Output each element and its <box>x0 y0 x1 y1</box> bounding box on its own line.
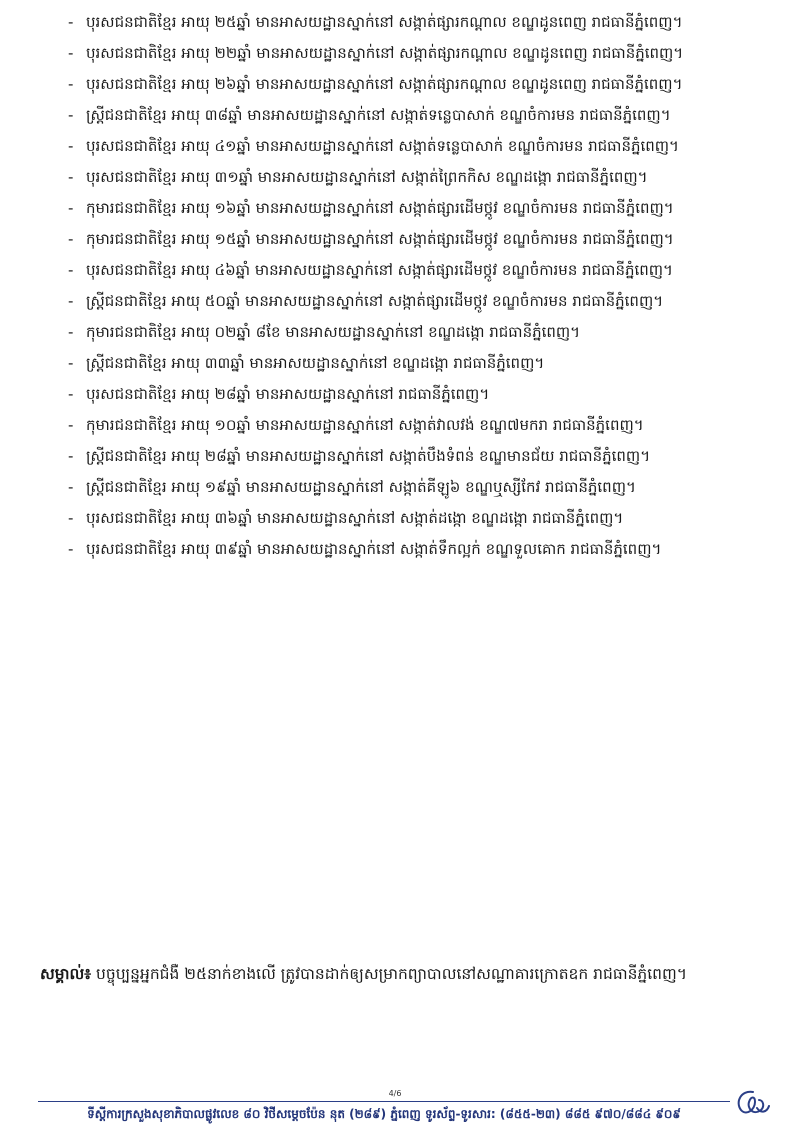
list-item <box>68 318 758 346</box>
list-item-text: កុមារជនជាតិខ្មែរ អាយុ ១០ឆ្នាំ មានអាសយដ្ឋានស្នាក់នៅ សង្កាត់វាលវង់ ខណ្ឌ៧មករា រាជធានីភ្នំពេញ។ <box>86 416 644 434</box>
list-item <box>68 473 758 501</box>
list-item <box>68 132 758 160</box>
list-item <box>68 70 758 98</box>
list-item <box>68 225 758 253</box>
list-item-text: បុរសជនជាតិខ្មែរ អាយុ ៤១ឆ្នាំ មានអាសយដ្ឋានស្នាក់នៅ សង្កាត់ទន្លេបាសាក់ ខណ្ឌចំការមន រាជធានីភ្នំពេញ។ <box>86 137 679 155</box>
list-item <box>68 442 758 470</box>
list-item-text: បុរសជនជាតិខ្មែរ អាយុ ២២ឆ្នាំ មានអាសយដ្ឋានស្នាក់នៅ សង្កាត់ផ្សារកណ្តាល ខណ្ឌដូនពេញ រាជធានីភ្នំពេញ។ <box>86 44 684 62</box>
list-item-text: ស្ត្រីជនជាតិខ្មែរ អាយុ ៣៨ឆ្នាំ មានអាសយដ្ឋានស្នាក់នៅ សង្កាត់ទន្លេបាសាក់ ខណ្ឌចំការមន រាជធានីភ្នំពេញ។ <box>86 106 671 124</box>
list-item <box>68 101 758 129</box>
list-item-text: កុមារជនជាតិខ្មែរ អាយុ ១៦ឆ្នាំ មានអាសយដ្ឋានស្នាក់នៅ សង្កាត់ផ្សារដើមថ្កូវ ខណ្ឌចំការមន រាជធានីភ្នំពេញ។ <box>86 199 674 217</box>
list-item-text: បុរសជនជាតិខ្មែរ អាយុ ៤៦ឆ្នាំ មានអាសយដ្ឋានស្នាក់នៅ សង្កាត់ផ្សារដើមថ្កូវ ខណ្ឌចំការមន រាជធានីភ្នំពេញ។ <box>86 261 673 279</box>
bullet-dash: - <box>68 75 74 93</box>
bullet-dash: - <box>68 261 74 279</box>
bullet-dash: - <box>68 13 74 31</box>
list-item-text: បុរសជនជាតិខ្មែរ អាយុ ២៨ឆ្នាំ មានអាសយដ្ឋានស្នាក់នៅ រាជធានីភ្នំពេញ។ <box>86 385 490 403</box>
list-item-text: ស្ត្រីជនជាតិខ្មែរ អាយុ ៣៣ឆ្នាំ មានអាសយដ្ឋានស្នាក់នៅ ខណ្ឌដង្កោ រាជធានីភ្នំពេញ។ <box>86 354 545 372</box>
bullet-dash: - <box>68 44 74 62</box>
footer-divider <box>38 1101 730 1102</box>
list-item <box>68 163 758 191</box>
bullet-dash: - <box>68 230 74 248</box>
bullet-dash: - <box>68 478 74 496</box>
list-item <box>68 380 758 408</box>
list-item <box>68 535 758 563</box>
bullet-dash: - <box>68 168 74 186</box>
list-item <box>68 349 758 377</box>
list-item <box>68 287 758 315</box>
patient-list <box>68 8 758 566</box>
note-text: បច្ចុប្បន្នអ្នកជំងឺ ២៥នាក់ខាងលើ ត្រូវបានដាក់ឲ្យសម្រាកព្យាបាលនៅសណ្ឋាគារក្រោតឧក រាជធានីភ្នំពេញ។ <box>96 964 687 983</box>
bullet-dash: - <box>68 385 74 403</box>
signature-initial-icon <box>733 1086 771 1118</box>
list-item-text: បុរសជនជាតិខ្មែរ អាយុ ៣១ឆ្នាំ មានអាសយដ្ឋានស្នាក់នៅ សង្កាត់ព្រៃកកិស ខណ្ឌដង្កោ រាជធានីភ្នំពេញ។ <box>86 168 648 186</box>
bullet-dash: - <box>68 323 74 341</box>
list-item-text: បុរសជនជាតិខ្មែរ អាយុ ៣៦ឆ្នាំ មានអាសយដ្ឋានស្នាក់នៅ សង្កាត់ដង្កោ ខណ្ឌដង្កោ រាជធានីភ្នំពេញ។ <box>86 509 624 527</box>
bullet-dash: - <box>68 354 74 372</box>
list-item <box>68 194 758 222</box>
bullet-dash: - <box>68 416 74 434</box>
list-item-text: កុមារជនជាតិខ្មែរ អាយុ ១៥ឆ្នាំ មានអាសយដ្ឋានស្នាក់នៅ សង្កាត់ផ្សារដើមថ្កូវ ខណ្ឌចំការមន រាជធានីភ្នំពេញ។ <box>86 230 674 248</box>
list-item <box>68 411 758 439</box>
footer-address: ទីស្តីការក្រសួងសុខាភិបាលផ្លូវលេខ ៨០ វិថីសម្តេចប៉ែន នុត (២៨៩) ភ្នំពេញ ទូរស័ព្ទ-ទូរសារ: (៨៥៥-២៣) ៨៨៥ ៩៧០/៨៨៤ ៩០៩ <box>87 1107 681 1121</box>
list-item-text: បុរសជនជាតិខ្មែរ អាយុ ២៥ឆ្នាំ មានអាសយដ្ឋានស្នាក់នៅ សង្កាត់ផ្សារកណ្តាល ខណ្ឌដូនពេញ រាជធានីភ្នំពេញ។ <box>86 13 683 31</box>
list-item-text: បុរសជនជាតិខ្មែរ អាយុ ៣៩ឆ្នាំ មានអាសយដ្ឋានស្នាក់នៅ សង្កាត់ទឹកល្អក់ ខណ្ឌទួលគោក រាជធានីភ្នំពេញ។ <box>86 540 662 558</box>
list-item-text: ស្ត្រីជនជាតិខ្មែរ អាយុ ២៨ឆ្នាំ មានអាសយដ្ឋានស្នាក់នៅ សង្កាត់បឹងទំពន់ ខណ្ឌមានជ័យ រាជធានីភ្នំពេញ។ <box>86 447 651 465</box>
bullet-dash: - <box>68 292 74 310</box>
bullet-dash: - <box>68 509 74 527</box>
bullet-dash: - <box>68 540 74 558</box>
list-item <box>68 39 758 67</box>
list-item-text: ស្ត្រីជនជាតិខ្មែរ អាយុ ៥០ឆ្នាំ មានអាសយដ្ឋានស្នាក់នៅ សង្កាត់ផ្សារដើមថ្កូវ ខណ្ឌចំការមន រាជធានីភ្នំពេញ។ <box>86 292 664 310</box>
page-number: 4/6 <box>388 1089 402 1098</box>
bullet-dash: - <box>68 199 74 217</box>
list-item <box>68 256 758 284</box>
list-item <box>68 504 758 532</box>
bullet-dash: - <box>68 447 74 465</box>
list-item-text: កុមារជនជាតិខ្មែរ អាយុ ០២ឆ្នាំ ៨ខែ មានអាសយដ្ឋានស្នាក់នៅ ខណ្ឌដង្កោ រាជធានីភ្នំពេញ។ <box>86 323 581 341</box>
note-paragraph <box>40 960 758 988</box>
note-label: សម្គាល់៖ <box>40 964 92 983</box>
bullet-dash: - <box>68 137 74 155</box>
list-item-text: ស្ត្រីជនជាតិខ្មែរ អាយុ ១៩ឆ្នាំ មានអាសយដ្ឋានស្នាក់នៅ សង្កាត់គីឡូ៦ ខណ្ឌឬស្សីកែវ រាជធានីភ្នំពេញ។ <box>86 478 636 496</box>
list-item-text: បុរសជនជាតិខ្មែរ អាយុ ២៦ឆ្នាំ មានអាសយដ្ឋានស្នាក់នៅ សង្កាត់ផ្សារកណ្តាល ខណ្ឌដូនពេញ រាជធានីភ្នំពេញ។ <box>86 75 683 93</box>
bullet-dash: - <box>68 106 74 124</box>
list-item <box>68 8 758 36</box>
